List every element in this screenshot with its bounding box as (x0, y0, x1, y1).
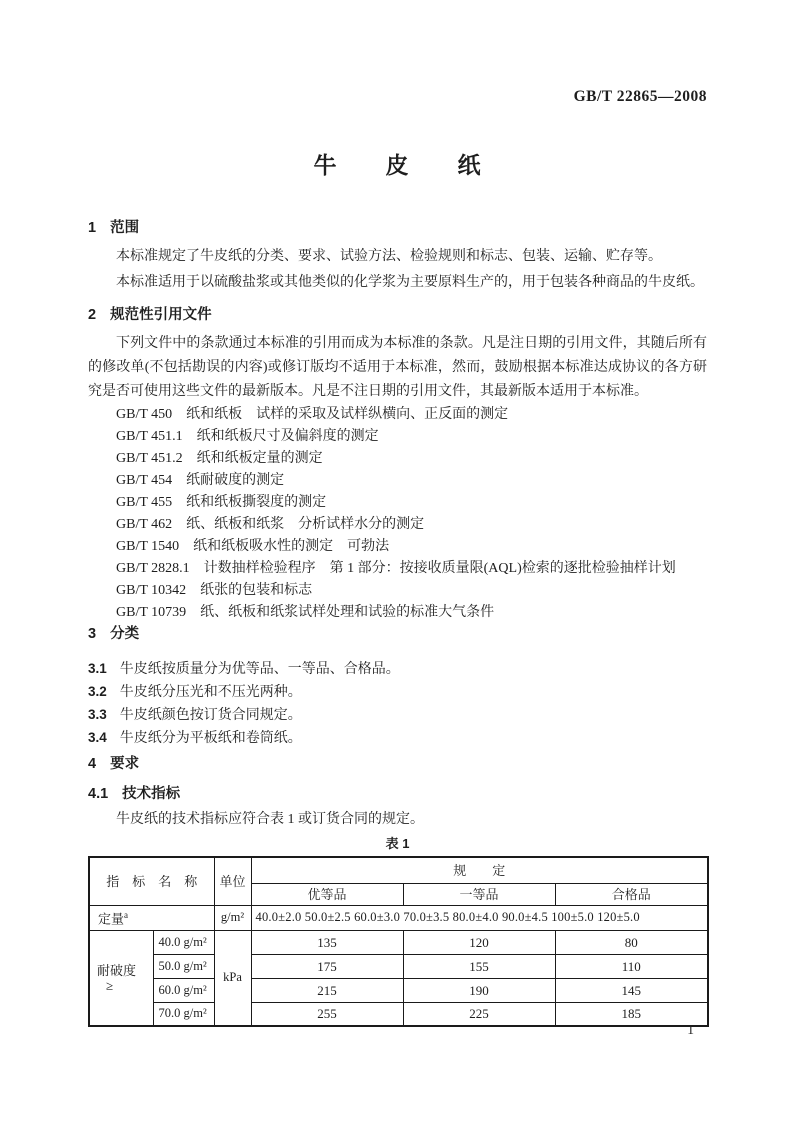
table-row (89, 954, 708, 978)
basis-weight-unit: g/m² (214, 905, 251, 930)
burst-70-premium-value: 255 (251, 1002, 403, 1026)
reference-item: GB/T 450 纸和纸板 试样的采取及试样纵横向、正反面的测定 (116, 407, 509, 422)
burst-60-premium-value: 215 (251, 978, 403, 1002)
col-header-unit: 单位 (214, 857, 251, 905)
burst-weight-50: 50.0 g/m² (153, 954, 214, 978)
burst-70-qualified-value: 185 (555, 1002, 708, 1026)
reference-item: GB/T 451.2 纸和纸板定量的测定 (116, 451, 323, 466)
section-3-number: 3 (88, 626, 97, 642)
clause-3-2-text: 牛皮纸分压光和不压光两种。 (119, 685, 302, 700)
section-3-title: 分类 (110, 626, 140, 642)
page-content (88, 0, 707, 1027)
burst-70-first-grade-value: 225 (403, 1002, 555, 1026)
burst-40-qualified-value: 80 (555, 930, 708, 954)
clause-3-2-number: 3.2 (88, 684, 107, 699)
normative-references-list (88, 404, 707, 624)
section-1-number: 1 (88, 220, 97, 236)
burst-50-first-grade-value: 155 (403, 954, 555, 978)
table-row (89, 978, 708, 1002)
reference-item: GB/T 10342 纸张的包装和标志 (116, 583, 313, 598)
burst-strength-label: 耐破度 (97, 962, 137, 978)
col-header-specification: 规 定 (251, 857, 708, 883)
table-1 (88, 856, 709, 1027)
clause-3-3-text: 牛皮纸颜色按订货合同规定。 (119, 708, 302, 723)
row-label-basis-weight (89, 905, 214, 930)
section-4-title: 要求 (110, 756, 140, 772)
section-4-1-heading (88, 784, 707, 804)
clause-3-1-number: 3.1 (88, 661, 107, 676)
clause-3-1-text: 牛皮纸按质量分为优等品、一等品、合格品。 (119, 662, 400, 677)
section-2-intro: 下列文件中的条款通过本标准的引用而成为本标准的条款。凡是注日期的引用文件，其随后所有的修改单(不包括勘误的内容)或修订版均不适用于本标准，然而，鼓励根据本标准达成协议的各方研究是否可使用这些文件的最新版本。凡是不注日期的引用文件，其最新版本适用于本标准。 (88, 336, 707, 399)
section-2-heading (88, 305, 707, 325)
section-4-1-title: 技术指标 (122, 786, 181, 802)
burst-50-premium-value: 175 (251, 954, 403, 978)
reference-item: GB/T 10739 纸、纸板和纸浆试样处理和试验的标准大气条件 (116, 605, 495, 620)
clause-3-3-number: 3.3 (88, 707, 107, 722)
burst-weight-60: 60.0 g/m² (153, 978, 214, 1002)
footnote-mark-a: a (124, 910, 129, 921)
section-1-paragraph-1: 本标准规定了牛皮纸的分类、要求、试验方法、检验规则和标志、包装、运输、贮存等。 (116, 249, 662, 264)
burst-60-first-grade-value: 190 (403, 978, 555, 1002)
burst-40-first-grade-value: 120 (403, 930, 555, 954)
classification-clauses (88, 658, 707, 750)
reference-item: GB/T 2828.1 计数抽样检验程序 第 1 部分：按接收质量限(AQL)检索的逐批检验抽样计划 (116, 561, 676, 576)
table-row (89, 905, 708, 930)
doc-title: 牛 皮 纸 (313, 152, 482, 178)
section-2-title: 规范性引用文件 (110, 307, 212, 323)
reference-item: GB/T 1540 纸和纸板吸水性的测定 可勃法 (116, 539, 390, 554)
section-1-heading (88, 218, 707, 238)
row-label-burst-strength (89, 930, 153, 1026)
col-header-first-grade: 一等品 (403, 883, 555, 905)
clause-3-4-number: 3.4 (88, 730, 107, 745)
burst-strength-unit: kPa (214, 930, 251, 1026)
col-header-qualified-grade: 合格品 (555, 883, 708, 905)
col-header-indicator-name: 指 标 名 称 (89, 857, 214, 905)
burst-weight-40: 40.0 g/m² (153, 930, 214, 954)
doc-number: GB/T 22865—2008 (573, 88, 707, 105)
clause-3-1 (88, 658, 707, 681)
section-4-1-paragraph: 牛皮纸的技术指标应符合表 1 或订货合同的规定。 (116, 812, 424, 827)
reference-item: GB/T 462 纸、纸板和纸浆 分析试样水分的测定 (116, 517, 425, 532)
section-4-heading (88, 754, 707, 774)
clause-3-2 (88, 681, 707, 704)
table-row (89, 930, 708, 954)
table-row (89, 857, 708, 883)
clause-3-4-text: 牛皮纸分为平板纸和卷筒纸。 (119, 731, 302, 746)
burst-50-qualified-value: 110 (555, 954, 708, 978)
col-header-premium-grade: 优等品 (251, 883, 403, 905)
basis-weight-label: 定量 (98, 911, 125, 927)
section-4-number: 4 (88, 756, 97, 772)
burst-60-qualified-value: 145 (555, 978, 708, 1002)
section-1-title: 范围 (110, 220, 140, 236)
reference-item: GB/T 455 纸和纸板撕裂度的测定 (116, 495, 327, 510)
table-row (89, 1002, 708, 1026)
page-number: 1 (687, 1022, 694, 1037)
burst-40-premium-value: 135 (251, 930, 403, 954)
section-3-heading (88, 624, 707, 644)
section-4-1-number: 4.1 (88, 786, 109, 802)
section-1-paragraph-2: 本标准适用于以硫酸盐浆或其他类似的化学浆为主要原料生产的，用于包装各种商品的牛皮纸。 (116, 275, 704, 290)
clause-3-3 (88, 704, 707, 727)
basis-weight-values: 40.0±2.0 50.0±2.5 60.0±3.0 70.0±3.5 80.0±4.0 90.0±4.5 100±5.0 120±5.0 (251, 905, 708, 930)
clause-3-4 (88, 727, 707, 750)
table-1-caption: 表 1 (385, 836, 410, 851)
greater-equal-sign: ≥ (106, 977, 114, 993)
reference-item: GB/T 451.1 纸和纸板尺寸及偏斜度的测定 (116, 429, 379, 444)
reference-item: GB/T 454 纸耐破度的测定 (116, 473, 285, 488)
section-2-number: 2 (88, 307, 97, 323)
burst-weight-70: 70.0 g/m² (153, 1002, 214, 1026)
